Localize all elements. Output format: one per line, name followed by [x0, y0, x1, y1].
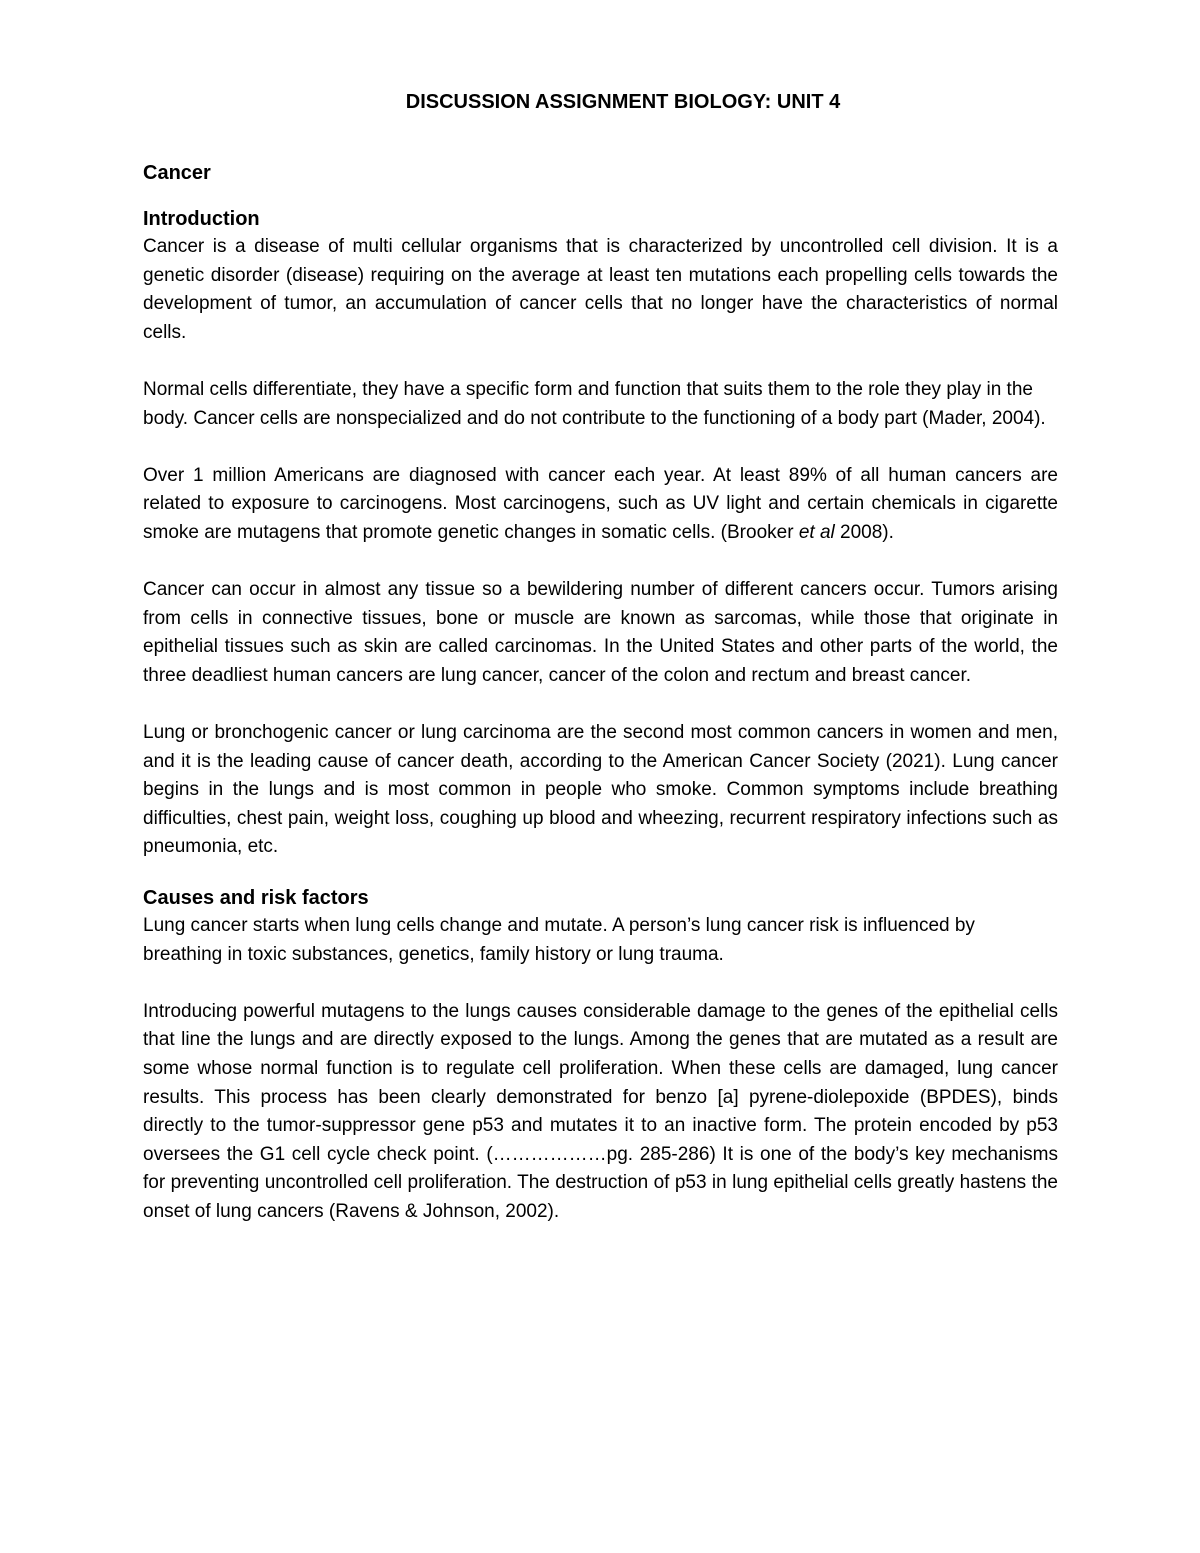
document-page — [143, 88, 1058, 1227]
paragraph-3-text-a: Over 1 million Americans are diagnosed with cancer each year. At least 89% of all human cancers are related to exposure to carcinogens. Most carcinogens, such as UV light and certain chemicals in cigarette smoke are mutagens that promote genetic changes in somatic cells. (Brooker — [143, 464, 1058, 543]
paragraph-3-text-b: 2008). — [834, 521, 894, 543]
introduction-paragraph-3 — [143, 462, 1058, 548]
topic-heading: Cancer — [143, 162, 211, 184]
causes-paragraph-2: Introducing powerful mutagens to the lungs causes considerable damage to the genes of the epithelial cells that line the lungs and are directly exposed to the lungs. Among the genes that are mutated as a result are some whose normal function is to regulate cell proliferation. When these cells are damaged, lung cancer results. This process has been clearly demonstrated for benzo [a] pyrene-diolepoxide (BPDES), binds directly to the tumor-suppressor gene p53 and mutates it to an inactive form. The protein encoded by p53 oversees the G1 cell cycle check point. (………………pg. 285-286) It is one of the body’s key mechanisms for preventing uncontrolled cell proliferation. The destruction of p53 in lung epithelial cells greatly hastens the onset of lung cancers (Ravens & Johnson, 2002). — [143, 1000, 1058, 1222]
document-title: DISCUSSION ASSIGNMENT BIOLOGY: UNIT 4 — [405, 91, 841, 113]
introduction-paragraph-2: Normal cells differentiate, they have a specific form and function that suits them to the role they play in the body. Cancer cells are nonspecialized and do not contribute to the functioning of a body part (Mader, 2004). — [143, 378, 1046, 429]
causes-paragraph-1: Lung cancer starts when lung cells change and mutate. A person’s lung cancer risk is influenced by breathing in toxic substances, genetics, family history or lung trauma. — [143, 915, 975, 965]
introduction-paragraph-1: Cancer is a disease of multi cellular organisms that is characterized by uncontrolled cell division. It is a genetic disorder (disease) requiring on the average at least ten mutations each propelling cells towards the development of tumor, an accumulation of cancer cells that no longer have the characteristics of normal cells. — [143, 236, 1058, 343]
introduction-paragraph-4: Cancer can occur in almost any tissue so a bewildering number of different cancers occur. Tumors arising from cells in connective tissues, bone or muscle are known as sarcomas, while those that originate in epithelial tissues such as skin are called carcinomas. In the United States and other parts of the world, the three deadliest human cancers are lung cancer, cancer of the colon and rectum and breast cancer. — [143, 579, 1058, 686]
introduction-paragraph-5: Lung or bronchogenic cancer or lung carcinoma are the second most common cancers in women and men, and it is the leading cause of cancer death, according to the American Cancer Society (2021). Lung cancer begins in the lungs and is most common in people who smoke. Common symptoms include breathing difficulties, chest pain, weight loss, coughing up blood and wheezing, recurrent respiratory infections such as pneumonia, etc. — [143, 722, 1058, 858]
introduction-heading: Introduction — [143, 208, 260, 230]
citation-italic-et-al: et al — [798, 521, 835, 543]
causes-heading: Causes and risk factors — [143, 887, 369, 910]
